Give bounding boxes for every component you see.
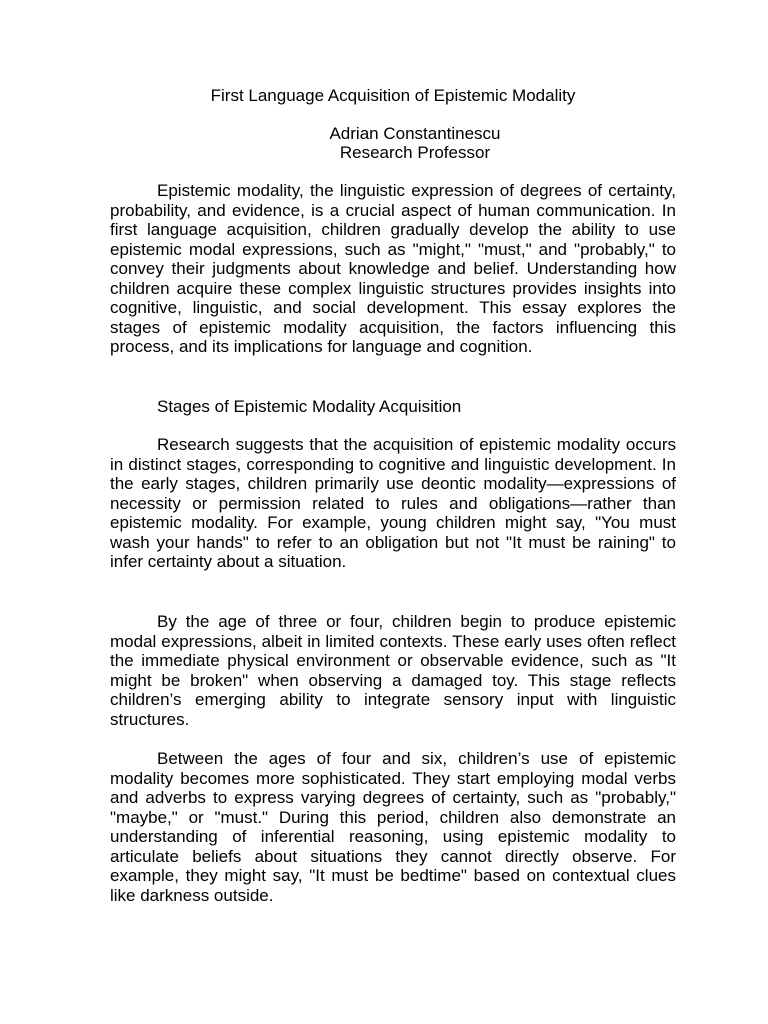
paragraph-intro: Epistemic modality, the linguistic expression of degrees of certainty, probability, and evidence, is a crucial aspect of human communication. In first language acquisition, children gradually develop the ability to use epistemic modal expressions, such as "might," "must," and "probably," to convey their judgments about knowledge and belief. Understanding how children acquire these complex linguistic structures provides insights into cognitive, linguistic, and social development. This essay explores the stages of epistemic modality acquisition, the factors influencing this process, and its implications for language and cognition. [110, 181, 676, 357]
author-name: Adrian Constantinescu [329, 124, 501, 143]
author-affiliation: Research Professor [339, 143, 491, 162]
paragraph-stages-four-six: Between the ages of four and six, children’s use of epistemic modality becomes more sophisticated. They start employing modal verbs and adverbs to express varying degrees of certainty, such as "probably," "maybe," or "must." During this period, children also demonstrate an understanding of inferential reasoning, using epistemic modality to articulate beliefs about situations they cannot directly observe. For example, they might say, "It must be bedtime" based on contextual clues like darkness outside. [110, 749, 676, 905]
paragraph-stages-three-four: By the age of three or four, children begin to produce epistemic modal expressions, albeit in limited contexts. These early uses often reflect the immediate physical environment or observable evidence, such as "It might be broken" when observing a damaged toy. This stage reflects children’s emerging ability to integrate sensory input with linguistic structures. [110, 612, 676, 729]
document-title: First Language Acquisition of Epistemic Modality [210, 86, 576, 105]
paragraph-stages-early: Research suggests that the acquisition of epistemic modality occurs in distinct stages, corresponding to cognitive and linguistic development. In the early stages, children primarily use deontic modality—expressions of necessity or permission related to rules and obligations—rather than epistemic modality. For example, young children might say, "You must wash your hands" to refer to an obligation but not "It must be raining" to infer certainty about a situation. [110, 435, 676, 572]
section-heading: Stages of Epistemic Modality Acquisition [157, 397, 462, 416]
